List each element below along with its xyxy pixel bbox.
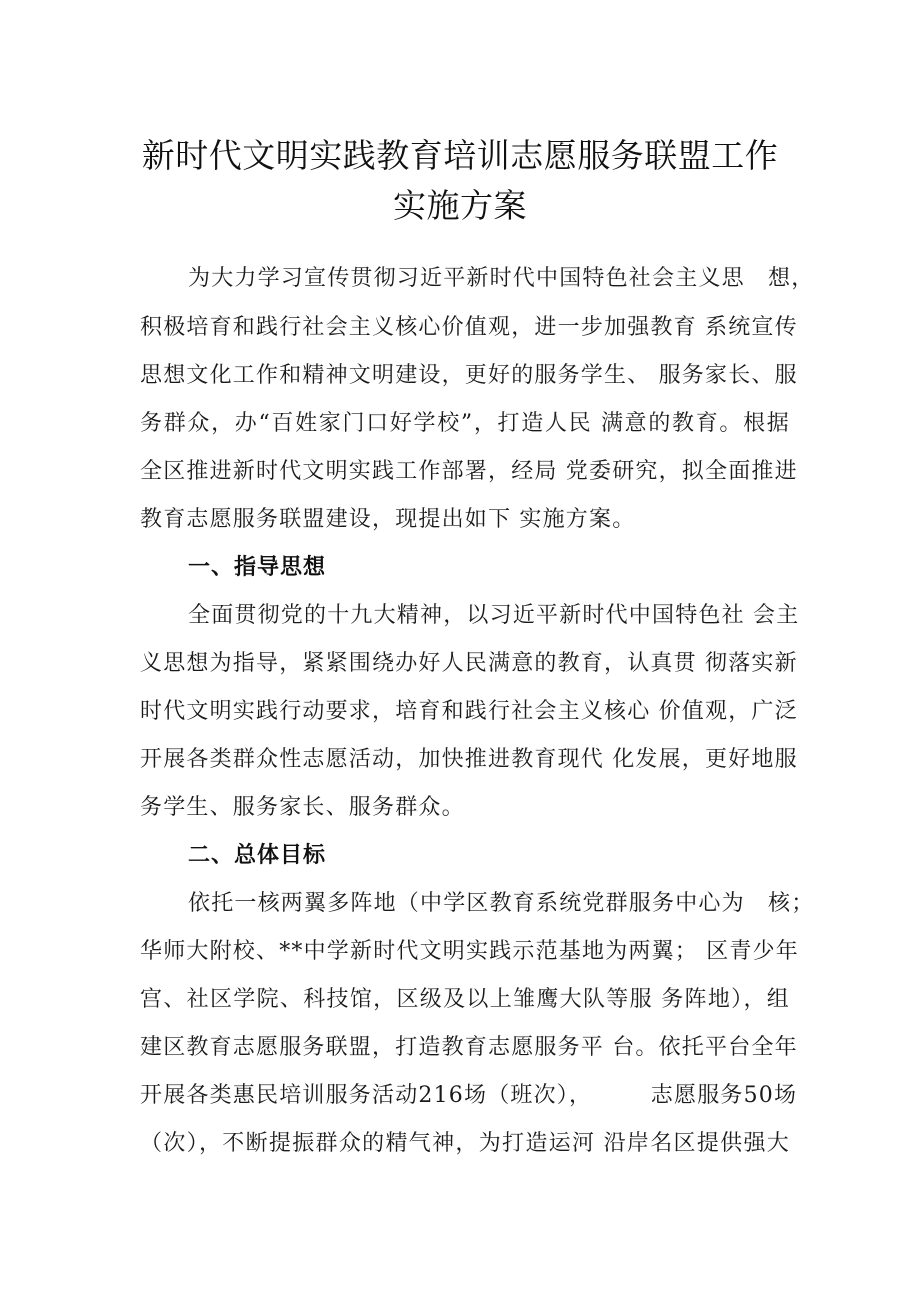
document-title-line-2: 实施方案 <box>393 186 527 225</box>
section2-line: 依托一核两翼多阵地（中学区教育系统党群服务中心为 核； <box>188 891 815 916</box>
section2-line: 宫、社区学院、科技馆，区级及以上雏鹰大队等服 务阵地），组 <box>140 987 790 1012</box>
section2-line: 华师大附校、**中学新时代文明实践示范基地为两翼； 区青少年 <box>140 939 799 964</box>
intro-line: 积极培育和践行社会主义核心价值观，进一步加强教育 系统宣传 <box>140 315 798 340</box>
intro-line: 教育志愿服务联盟建设，现提出如下 实施方案。 <box>140 507 636 532</box>
intro-line: 全区推进新时代文明实践工作部署，经局 党委研究，拟全面推进 <box>140 459 798 484</box>
intro-line: 务群众，办“百姓家门口好学校”，打造人民 满意的教育。根据 <box>140 411 790 436</box>
section2-line: 开展各类惠民培训服务活动216场（班次）， 志愿服务50场 <box>140 1083 798 1108</box>
section2-line: （次），不断提振群众的精气神，为打造运河 沿岸名区提供强大 <box>140 1131 790 1156</box>
section-heading-overall-goals: 二、总体目标 <box>188 843 327 868</box>
intro-line: 思想文化工作和精神文明建设，更好的服务学生、 服务家长、服 <box>140 363 798 388</box>
section1-line: 开展各类群众性志愿活动，加快推进教育现代 化发展，更好地服 <box>140 747 798 772</box>
section-heading-guiding-thought: 一、指导思想 <box>188 555 327 580</box>
section2-line: 建区教育志愿服务联盟，打造教育志愿服务平 台。依托平台全年 <box>140 1035 798 1060</box>
section1-line: 义思想为指导，紧紧围绕办好人民满意的教育，认真贯 彻落实新 <box>140 651 798 676</box>
intro-line: 为大力学习宣传贯彻习近平新时代中国特色社会主义思 想， <box>188 266 815 291</box>
section1-line: 全面贯彻党的十九大精神，以习近平新时代中国特色社 会主 <box>188 603 800 628</box>
section1-line: 时代文明实践行动要求，培育和践行社会主义核心 价值观，广泛 <box>140 699 798 724</box>
document-title-line-1: 新时代文明实践教育培训志愿服务联盟工作 <box>141 136 779 175</box>
section1-line: 务学生、服务家长、服务群众。 <box>140 795 465 820</box>
